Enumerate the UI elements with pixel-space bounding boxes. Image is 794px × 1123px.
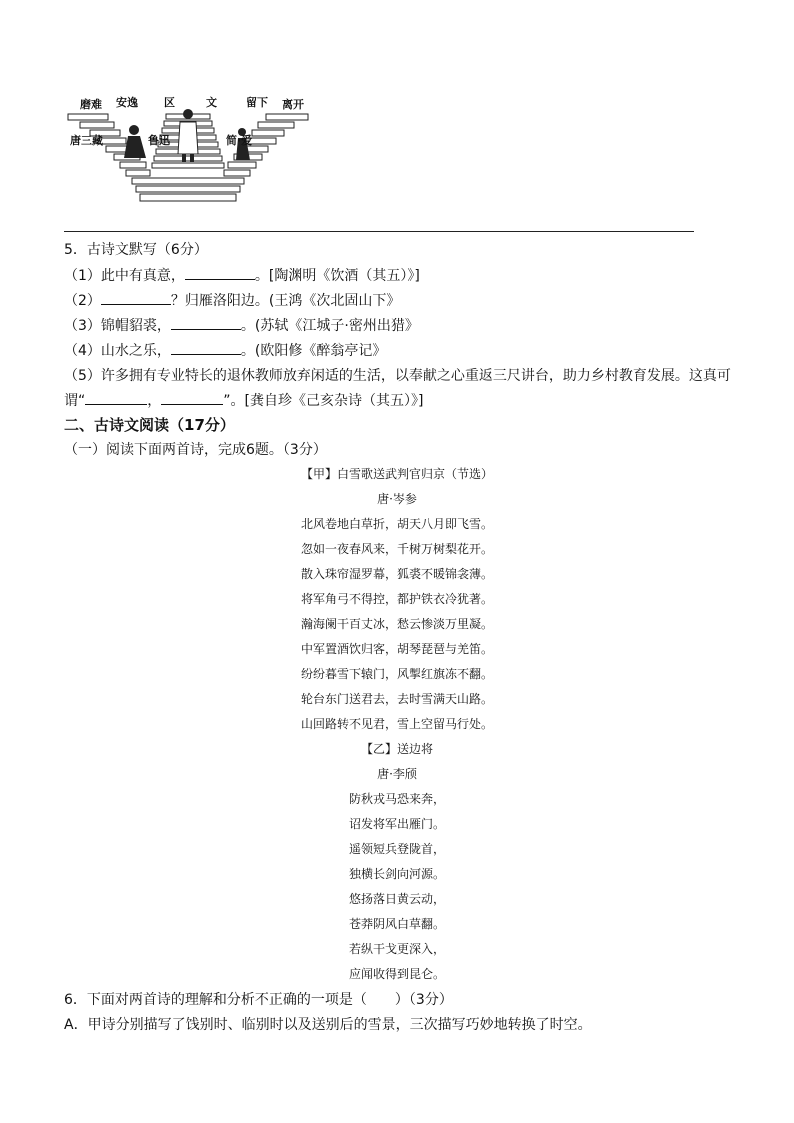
q5-blank-3[interactable] [171, 315, 241, 330]
poem-yi-line: 若纵干戈更深入， [348, 942, 445, 956]
q5-item-4 [64, 340, 386, 361]
poem-yi-line: 独横长剑向河源。 [348, 867, 445, 881]
section-2-intro: （一）阅读下面两首诗，完成6题。（3分） [64, 442, 327, 458]
poem-jia-line: 北风卷地白草折，胡天八月即飞雪。 [300, 517, 493, 531]
poem-yi-line: 防秋戎马恐来奔， [348, 792, 445, 806]
q5-item-4-prompt: （4）山水之乐， [64, 343, 171, 359]
q5-item-2-source: ？归雁洛阳边。(王鸿《次北固山下》 [170, 293, 401, 309]
poem-yi-line: 应闻收得到昆仑。 [348, 967, 445, 981]
q5-item-2-prompt: （2） [64, 293, 101, 309]
base-platform [132, 178, 244, 201]
figure-monk [124, 125, 146, 158]
q5-item-5-line1: （5）许多拥有专业特长的退休教师放弃闲适的生活，以奉献之心重返三尺讲台，助力乡村教育发展。这真可 [64, 368, 731, 384]
poem-jia-line: 忽如一夜春风来，千树万树梨花开。 [300, 542, 493, 556]
q5-item-3 [64, 315, 419, 336]
label-jane-eyre: 简·爱 [226, 134, 253, 147]
q5-item-1 [64, 265, 420, 286]
q5-item-3-prompt: （3）锦帽貂裘， [64, 318, 171, 334]
poem-yi-line: 苍莽阴风白草翻。 [348, 917, 445, 931]
label-hardship: 磨难 [80, 98, 102, 111]
poem-yi-line: 诏发将军出雁门。 [348, 817, 445, 831]
label-tang-sanzang: 唐三藏 [70, 134, 103, 147]
q5-item-5-prefix: 谓“ [64, 393, 86, 409]
poem-yi-author: 唐·李颀 [377, 767, 417, 781]
q5-item-5-comma: ， [147, 393, 162, 409]
label-comfort: 安逸 [116, 96, 138, 109]
q5-item-4-source: 。(欧阳修《醉翁亭记》 [240, 343, 387, 359]
cartoon-illustration [66, 92, 312, 204]
label-lu-xun: 鲁迅 [148, 134, 170, 147]
q5-blank-1[interactable] [185, 265, 255, 280]
label-qu: 区 [164, 96, 175, 109]
label-stay: 留下 [246, 96, 268, 109]
q5-item-3-source: 。(苏轼《江城子·密州出猎》 [240, 318, 419, 334]
q5-blank-5b[interactable] [161, 390, 223, 405]
poem-jia-line: 中军置酒饮归客，胡琴琵琶与羌笛。 [300, 642, 493, 656]
poem-jia-author: 唐·岑参 [377, 492, 417, 506]
q5-item-5-line2 [64, 390, 423, 411]
label-wen: 文 [206, 96, 217, 109]
q5-blank-5a[interactable] [85, 390, 147, 405]
q5-blank-4[interactable] [171, 340, 241, 355]
q5-title: 5．古诗文默写（6分） [64, 242, 208, 258]
poem-jia-line: 散入珠帘湿罗幕，狐裘不暖锦衾薄。 [300, 567, 493, 581]
answer-line [64, 231, 694, 232]
poem-jia-line: 瀚海阑干百丈冰，愁云惨淡万里凝。 [300, 617, 493, 631]
poem-jia-line: 山回路转不见君，雪上空留马行处。 [300, 717, 493, 731]
poem-yi-line: 遥领短兵登陇首， [348, 842, 445, 856]
q5-item-5-source: ”。[龚自珍《己亥杂诗（其五）》] [223, 393, 424, 409]
q5-item-1-prompt: （1）此中有真意， [64, 268, 185, 284]
q5-item-2 [64, 290, 400, 311]
q5-blank-2[interactable] [101, 290, 171, 305]
q6-stem: 6．下面对两首诗的理解和分析不正确的一项是（ ）（3分） [64, 992, 453, 1008]
q5-item-1-source: 。[陶渊明《饮酒（其五）》] [254, 268, 420, 284]
q6-option-a[interactable]: A．甲诗分别描写了饯别时、临别时以及送别后的雪景，三次描写巧妙地转换了时空。 [64, 1017, 592, 1033]
poem-jia-line: 纷纷暮雪下辕门，风掣红旗冻不翻。 [300, 667, 493, 681]
poem-jia-line: 轮台东门送君去，去时雪满天山路。 [300, 692, 493, 706]
label-leave: 离开 [282, 98, 304, 111]
poem-yi-title: 【乙】送边将 [360, 742, 433, 756]
poem-jia-line: 将军角弓不得控，都护铁衣冷犹著。 [300, 592, 493, 606]
section-2-title: 二、古诗文阅读（17分） [64, 416, 235, 434]
poem-yi-line: 悠扬落日黄云动， [348, 892, 445, 906]
poem-jia-title: 【甲】白雪歌送武判官归京（节选） [300, 467, 493, 481]
